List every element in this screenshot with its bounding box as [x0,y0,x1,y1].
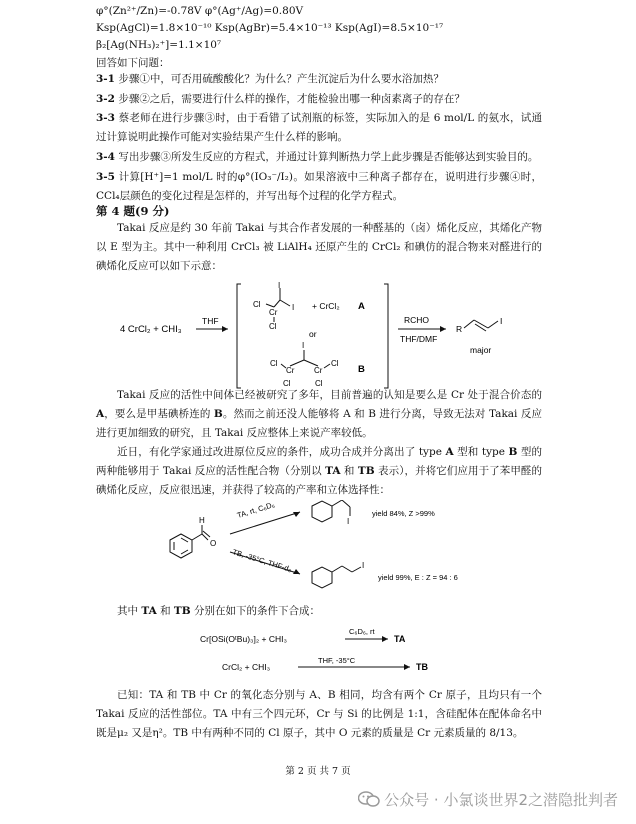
svg-text:I: I [278,281,281,290]
eq1-product: TA [394,634,406,644]
eq2-condition: THF, -35°C [318,656,356,665]
z-vinyl-iodide [312,500,350,522]
scheme1-or: or [309,329,317,339]
wechat-icon [358,790,380,808]
constants-line-2: Ksp(AgCl)=1.8×10⁻¹⁰ Ksp(AgBr)=5.4×10⁻¹³ Ksp(AgI)=8.5×10⁻¹⁷ [96,22,444,34]
svg-text:Cl: Cl [283,379,291,388]
scheme1-label-a: A [358,301,365,312]
aldehyde-h: H [199,516,205,525]
takai-reaction-scheme [110,280,530,400]
question-3-5: 3-5 计算[H⁺]=1 mol/L 时的φ°(IO₃⁻/I₂)。如果溶液中三种离子都存在，说明进行步骤④时，CCl₄层颜色的变化过程是怎样的，并写出每个过程的化学方程式。 [96,171,542,202]
svg-text:Cl: Cl [315,379,323,388]
eq1-condition: C₆D₆, rt [349,627,375,636]
lower-yield: yield 99%, E : Z = 94 : 6 [378,573,458,582]
aldehyde-o: O [210,539,217,548]
benzaldehyde-scheme [150,500,540,600]
eq2-arrowhead [404,664,410,670]
eq1-arrowhead [382,636,388,642]
scheme1-left-bracket [237,284,241,388]
svg-text:Cl: Cl [270,359,278,368]
benzaldehyde-structure [170,525,210,558]
e-product-i: I [362,561,365,570]
svg-text:Cr: Cr [314,366,323,375]
svg-text:Cl: Cl [269,322,277,331]
svg-text:I: I [292,303,295,312]
scheme1-cond-thf-dmf: THF/DMF [400,334,438,344]
synthesis-scheme [200,625,460,685]
svg-text:Cr: Cr [269,308,278,317]
svg-text:Cl: Cl [331,359,339,368]
upper-conditions: TA, rt, C₆D₆ [235,500,276,520]
svg-text:R: R [456,324,463,334]
scheme1-label-b: B [358,364,365,375]
paragraph-ta-tb: 近日，有化学家通过改进原位反应的条件，成功合成并分离出了 type A 型和 type B 型的两种能够用于 Takai 反应的活性配合物（分别以 TA 和 TB 表示），并将它们应用于了苯甲醛的碘烯化反应，反应很迅速，并获得了较高的产率和立体选择性： [96,446,543,496]
watermark-text: 公众号 · 小氯谈世界2之潜隐批判者 [384,791,618,809]
product-vinyl-iodide [456,316,502,334]
scheme1-major: major [470,345,492,355]
page-footer: 第 2 页 共 7 页 [285,766,351,777]
scheme1-arrowhead-1 [222,326,228,332]
eq1-left: Cr[OSi(OᵗBu)₃]₂ + CHI₃ [200,634,287,644]
question-3-4: 3-4 写出步骤③所发生反应的方程式，并通过计算判断热力学上此步骤是否能够达到实验目的。 [96,151,539,163]
question-3-2: 3-2 步骤②之后，需要进行什么样的操作，才能检验出哪一种卤素离子的存在？ [96,93,465,105]
structure-b [270,341,339,388]
paragraph-intermediates: Takai 反应的活性中间体已经被研究了多年，目前普遍的认知是要么是 Cr 处于混合价态的 A，要么是甲基碘桥连的 B。然而之前还没人能够将 A 和 B 进行分离，导致无法对 Takai 反应进行更加细致的研究，且 Takai 反应整体上来说产率较低。 [96,389,542,439]
scheme1-cond-thf: THF [202,316,219,326]
eq2-product: TB [416,662,428,672]
scheme1-plus-crcl2: + CrCl₂ [312,301,340,311]
scheme1-arrowhead-2 [440,326,446,332]
question-3-1: 3-1 步骤①中，可否用硫酸酸化？为什么？产生沉淀后为什么要水浴加热？ [96,73,444,85]
paragraph-takai-intro: Takai 反应是约 30 年前 Takai 与其合作者发展的一种醛基的（卤）烯化反应，其烯化产物以 E 型为主。其中一种利用 CrCl₃ 被 LiAlH₄ 还原产生的 CrCl₂ 和碘仿的混合物来对醛进行的碘烯化反应可以如下示意： [96,222,542,272]
z-product-i: I [347,517,350,526]
svg-text:Cl: Cl [253,300,261,309]
upper-arrowhead [293,512,300,517]
question-3-3: 3-3 蔡老师在进行步骤③时，由于看错了试剂瓶的标签，实际加入的是 6 mol/L 的氨水，试通过计算说明此操作可能对实验结果产生什么样的影响。 [96,112,542,143]
scheme1-reactants: 4 CrCl₂ + CHI₃ [120,324,182,335]
wechat-watermark [358,789,618,810]
paragraph-synthesis-intro: 其中 TA 和 TB 分别在如下的条件下合成： [117,605,320,617]
upper-yield: yield 84%, Z >99% [372,509,435,518]
structure-a [253,281,294,331]
eq2-left: CrCl₂ + CHI₃ [222,662,271,672]
e-vinyl-iodide [312,566,361,588]
scheme1-right-bracket [384,284,388,388]
svg-text:I: I [302,341,305,350]
constants-line-1: φ°(Zn²⁺/Zn)=-0.78V φ°(Ag⁺/Ag)=0.80V [96,5,304,17]
constants-line-3: β₂[Ag(NH₃)₂⁺]=1.1×10⁷ [96,39,222,51]
lower-conditions: TB, -35°C, THF-d₈ [231,547,293,574]
intro-text: 回答如下问题： [96,57,170,69]
problem-4-title: 第 4 题(9 分) [96,204,170,218]
scheme1-cond-rcho: RCHO [404,315,430,325]
svg-text:Cr: Cr [286,366,295,375]
paragraph-known-info: 已知：TA 和 TB 中 Cr 的氧化态分别与 A、B 相同，均含有两个 Cr 原子，且均只有一个 Takai 反应的活性部位。TA 中有三个四元环，Cr 与 Si 的比例是 1:1，含硅配体在配体命名中既是μ₂ 又是η²。TB 中有两种不同的 Cl 原子，其中 O 元素的质量是 Cr 元素质量的 8/13。 [96,689,542,739]
lower-arrowhead [293,569,300,574]
svg-text:I: I [500,316,503,326]
